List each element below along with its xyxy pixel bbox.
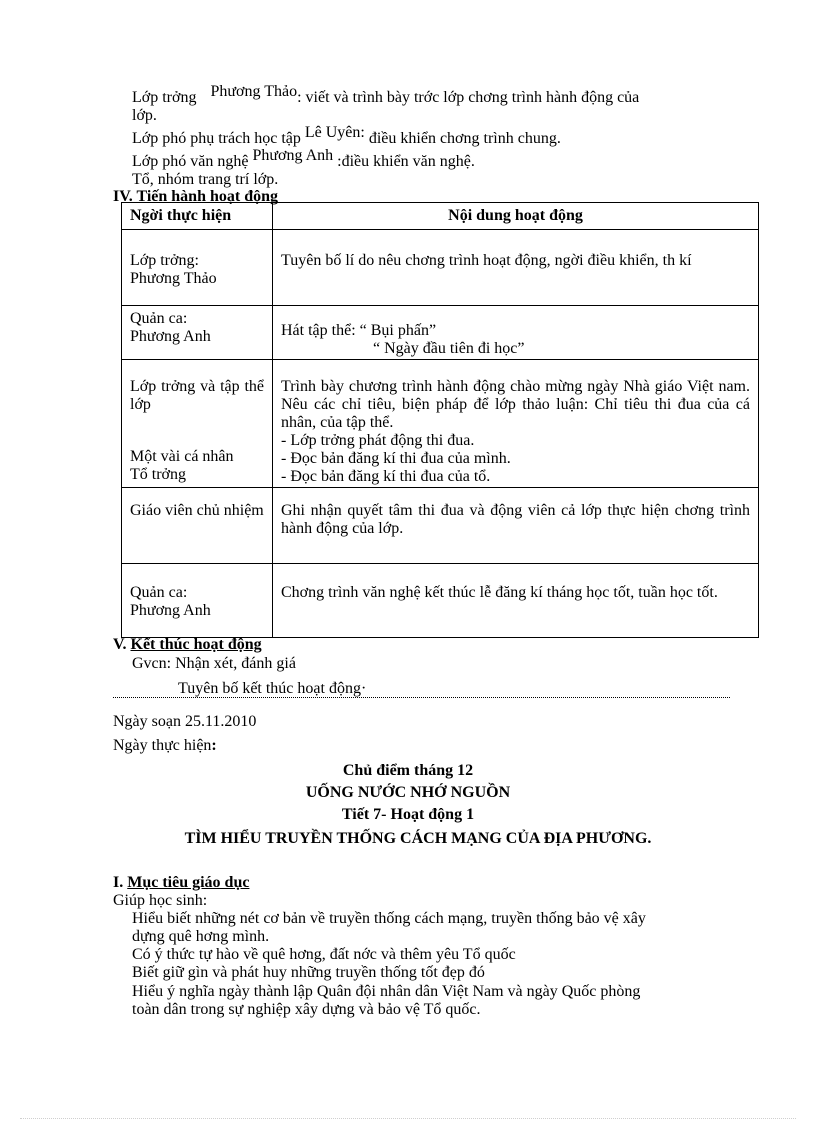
intro-line-4: Tổ, nhóm trang trí lớp.: [132, 171, 279, 188]
theme-title: UỐNG NƯỚC NHỚ NGUỒN: [305, 784, 511, 801]
performer-cell: Lớp trởng và tập thể lớp Một vài cá nhân Tổ trởng: [122, 360, 273, 488]
duty-text: điều khiển chơng trình chung.: [368, 130, 561, 147]
section-number: IV.: [113, 188, 133, 205]
goal-line: Có ý thức tự hào về quê hơng, đất nớc và thêm yêu Tổ quốc: [132, 946, 516, 963]
intro-line-2: [132, 124, 561, 148]
theme-heading: Chủ điểm tháng 12: [342, 762, 474, 779]
goal-line: Biết giữ gìn và phát huy những truyền thống tốt đẹp đó: [132, 964, 485, 981]
section-number: V.: [113, 636, 127, 653]
student-name: Phương Thảo: [210, 83, 298, 100]
content-cell: Tuyên bố lí do nêu chơng trình hoạt động, ngời điều khiển, th kí: [273, 230, 759, 306]
role-label: Lớp phó văn nghệ: [132, 153, 249, 170]
student-name: Lê Uyên:: [304, 124, 365, 141]
intro-line-1-cont: lớp.: [132, 107, 157, 124]
performer-cell: Quản ca: Phương Anh: [122, 564, 273, 638]
closing-line-2: Tuyên bố kết thúc hoạt động·: [178, 680, 367, 697]
table-header-row: [122, 203, 759, 230]
header-content: Nội dung hoạt động: [273, 203, 759, 230]
content-cell: Ghi nhận quyết tâm thi đua và động viên cả lớp thực hiện chơng trình hành động của lớp.: [273, 488, 759, 564]
section-title: Mục tiêu giáo dục: [127, 874, 250, 891]
preparation-date: Ngày soạn 25.11.2010: [113, 713, 257, 730]
lesson-heading: Tiết 7- Hoạt động 1: [341, 806, 475, 823]
page-edge-divider: [20, 1118, 796, 1119]
table-row: [122, 564, 759, 638]
content-cell: Trình bày chương trình hành động chào mừng ngày Nhà giáo Việt nam. Nêu các chỉ tiêu, biện pháp để lớp thảo luận: Chỉ tiêu thi đua của cá nhân, của tập thể. - Lớp trởng phát động thi đua. - Đọc bản đăng kí thi đua của mình. - Đọc bản đăng kí thi đua của tổ.: [273, 360, 759, 488]
intro-line-1: [132, 83, 640, 107]
dotted-separator: [113, 697, 730, 698]
table-row: [122, 488, 759, 564]
goal-line: toàn dân trong sự nghiệp xây dựng và bảo vệ Tổ quốc.: [132, 1001, 481, 1018]
section-title: Tiến hành hoạt động: [136, 188, 278, 205]
table-row: [122, 360, 759, 488]
performer-cell: Giáo viên chủ nhiệm: [122, 488, 273, 564]
header-performer: Ngời thực hiện: [122, 203, 273, 230]
section-1-heading: [113, 874, 249, 892]
role-label: Lớp trởng: [132, 89, 197, 106]
content-cell: Hát tập thể: “ Bụi phấn” “ Ngày đầu tiên đi học”: [273, 306, 759, 360]
goal-line: Hiểu ý nghĩa ngày thành lập Quân đội nhân dân Việt Nam và ngày Quốc phòng: [132, 983, 641, 1000]
goal-line: Hiểu biết những nét cơ bản về truyền thống cách mạng, truyền thống bảo vệ xây: [132, 910, 646, 927]
section-number: I.: [113, 874, 124, 891]
role-label: Lớp phó phụ trách học tập: [132, 130, 301, 147]
activity-table: [121, 202, 759, 638]
section-title: Kết thúc hoạt động: [130, 636, 262, 653]
content-cell: Chơng trình văn nghệ kết thúc lễ đăng kí tháng học tốt, tuần học tốt.: [273, 564, 759, 638]
intro-line-3: [132, 147, 475, 171]
duty-text: : viết và trình bày trớc lớp chơng trình hành động của: [297, 89, 640, 106]
goal-line: dựng quê hơng mình.: [132, 928, 270, 945]
closing-line-1: Gvcn: Nhận xét, đánh giá: [132, 655, 296, 672]
student-name: Phương Anh: [252, 147, 334, 164]
performer-cell: Quản ca: Phương Anh: [122, 306, 273, 360]
lesson-title: TÌM HIỂU TRUYỀN THỐNG CÁCH MẠNG CỦA ĐỊA PHƯƠNG.: [184, 830, 652, 847]
duty-text: :điều khiển văn nghệ.: [337, 153, 475, 170]
performer-cell: Lớp trởng: Phương Thảo: [122, 230, 273, 306]
implementation-date: Ngày thực hiện:: [113, 737, 217, 754]
section-5-heading: [113, 636, 262, 654]
table-row: [122, 306, 759, 360]
goals-intro: Giúp học sinh:: [113, 892, 208, 909]
table-row: [122, 230, 759, 306]
